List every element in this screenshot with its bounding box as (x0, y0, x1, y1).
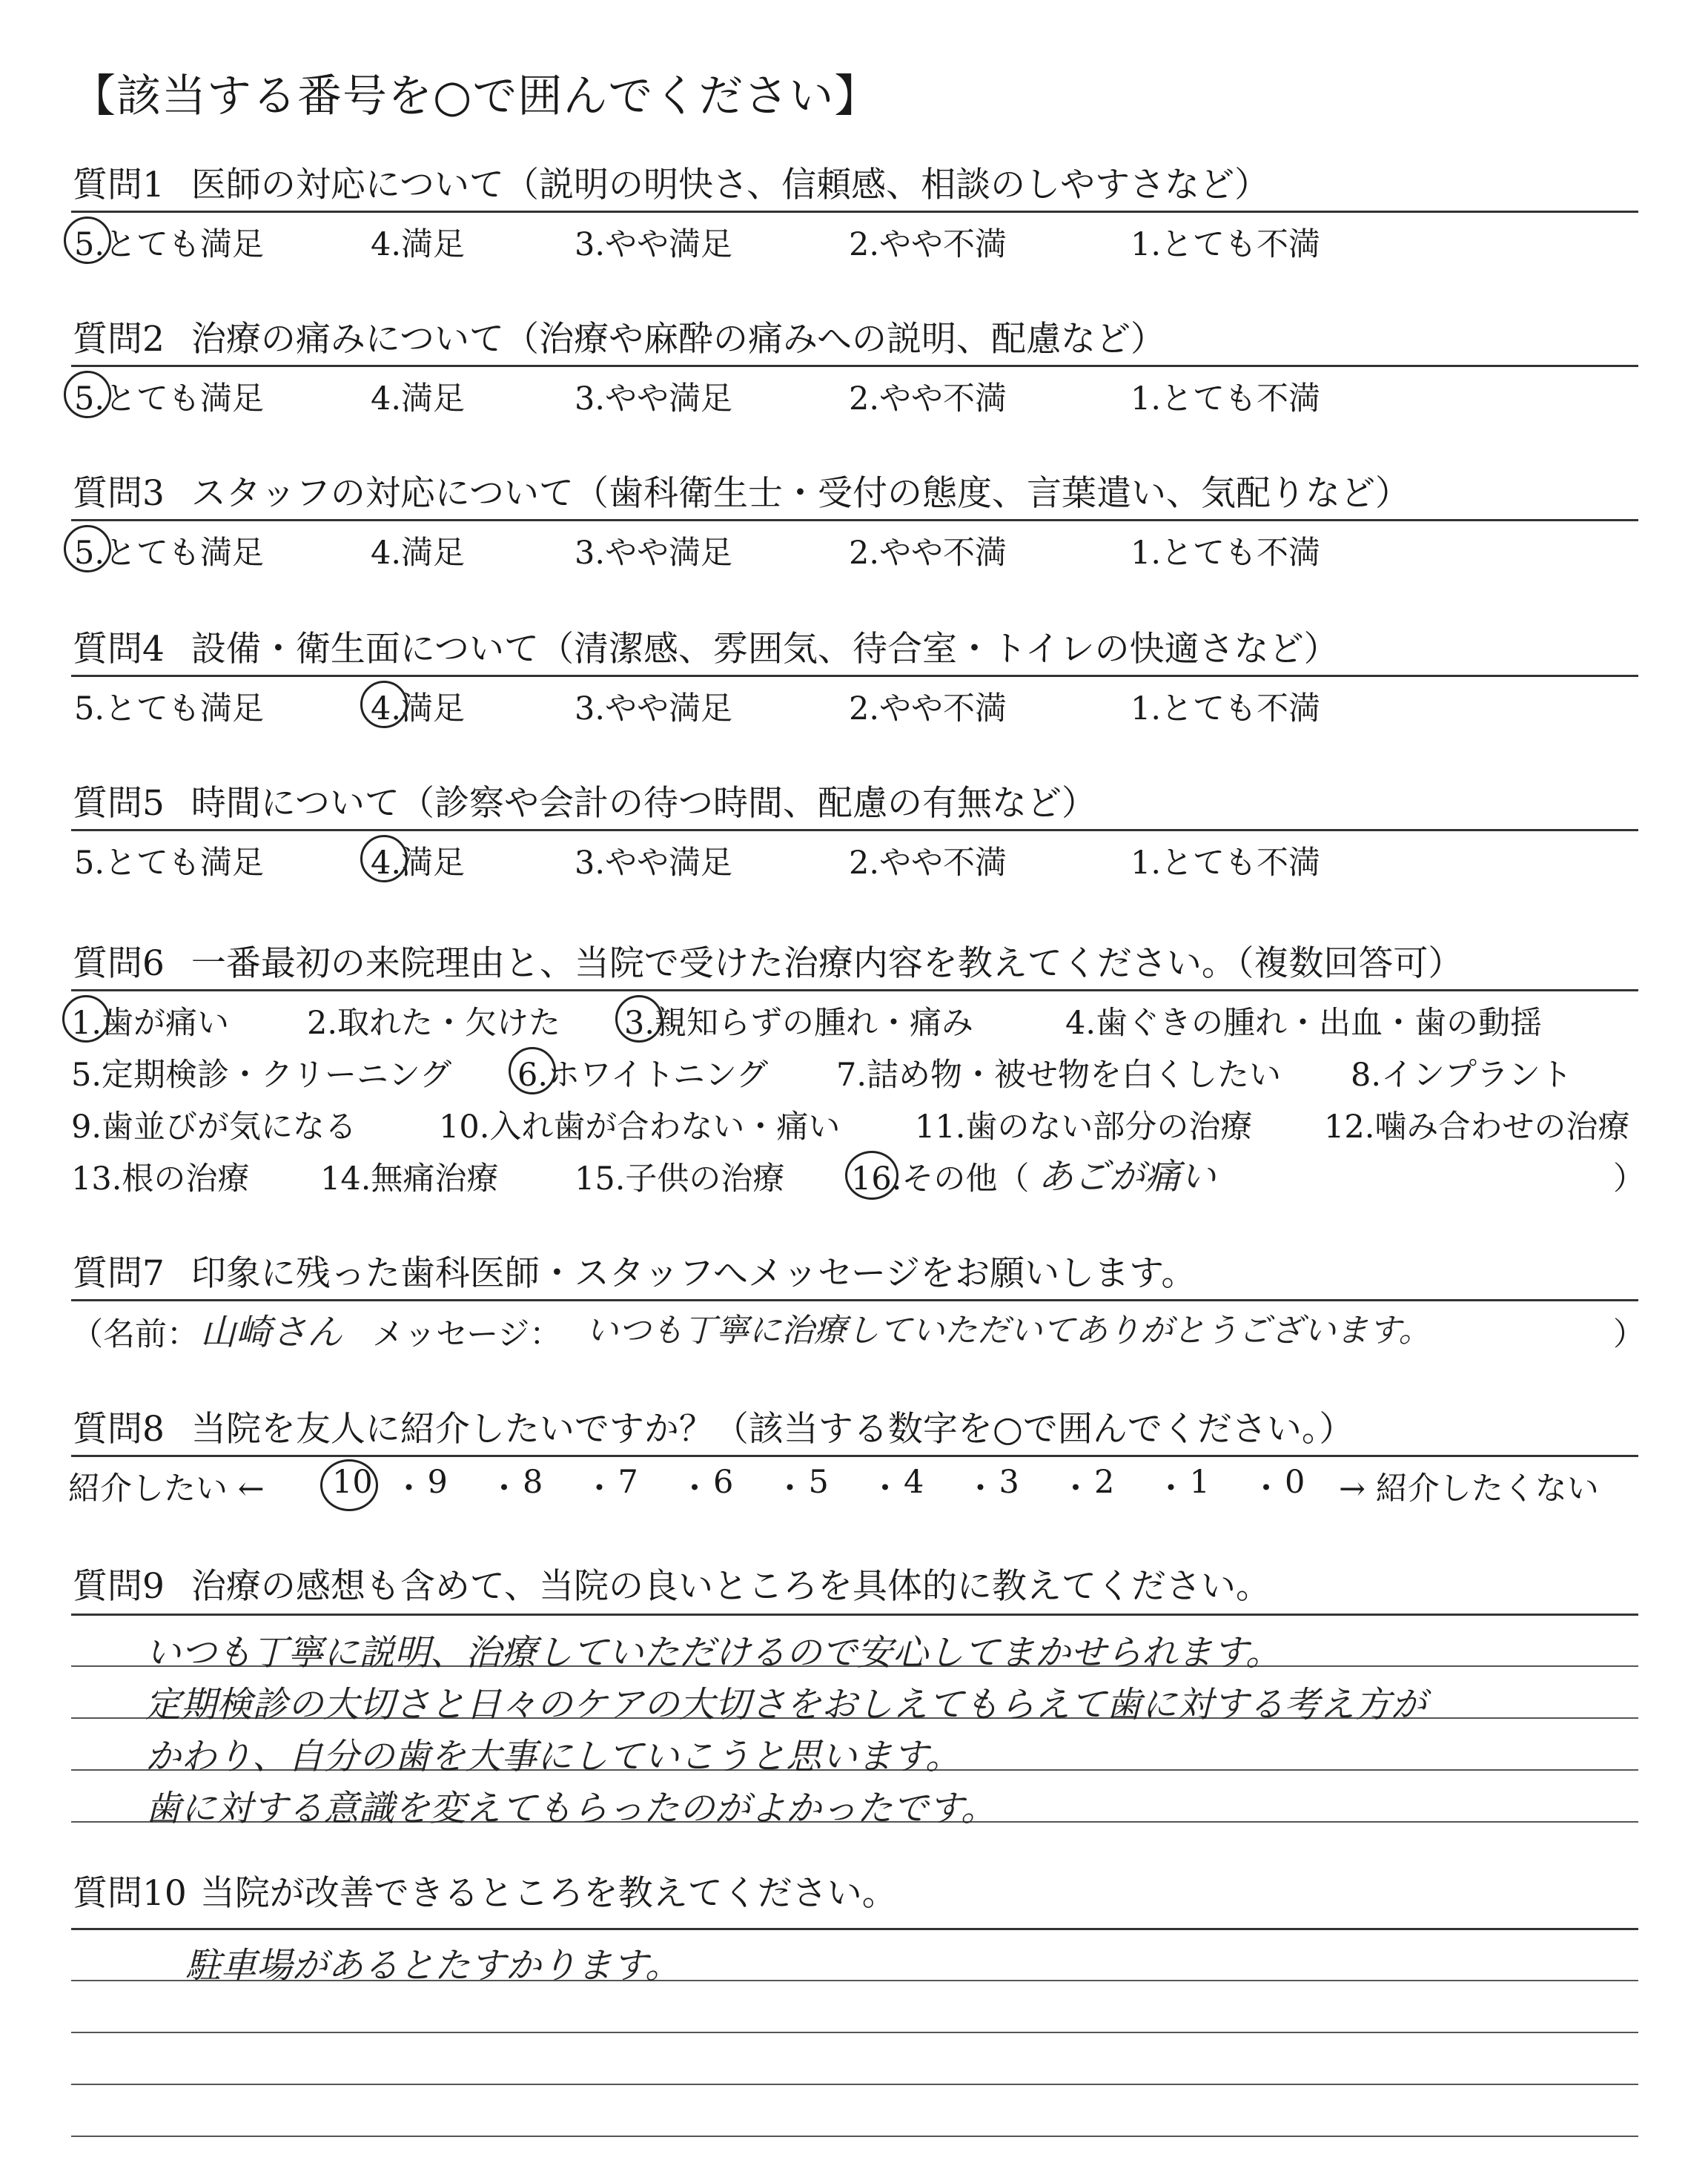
q6-option-15[interactable]: 15.子供の治療 (575, 1160, 785, 1198)
q4-rule (71, 675, 1638, 677)
q8-scale-7[interactable]: 7 (618, 1464, 638, 1501)
q2-text: 治療の痛みについて（治療や麻酔の痛みへの説明、配慮など） (191, 319, 1166, 360)
q3-option-4[interactable]: 4.満足 (371, 535, 466, 572)
q8-scale-separator: ・ (964, 1470, 996, 1507)
q4-option-1[interactable]: 1.とても不満 (1131, 690, 1321, 727)
q8-scale-8[interactable]: 8 (523, 1464, 543, 1501)
q8-scale-6[interactable]: 6 (713, 1464, 734, 1501)
q5-selected-circle (360, 835, 408, 882)
q6-option-4[interactable]: 4.歯ぐきの腫れ・出血・歯の動揺 (1065, 1005, 1543, 1042)
q8-scale-separator: ・ (488, 1470, 520, 1507)
q10-text: 当院が改善できるところを教えてください。 (199, 1873, 897, 1914)
q9-answer-line-2[interactable]: 定期検診の大切さと日々のケアの大切さをおしえてもらえて歯に対する考え方が (145, 1684, 1427, 1725)
q7-rule (71, 1299, 1638, 1301)
q8-scale-9[interactable]: 9 (427, 1464, 448, 1501)
q8-scale-separator: ・ (869, 1470, 901, 1507)
q7-name-value[interactable]: 山崎さん (200, 1312, 343, 1353)
q3-label: 質問3 (73, 473, 165, 514)
q8-scale-3[interactable]: 3 (999, 1464, 1019, 1501)
q8-scale-separator: ・ (583, 1470, 615, 1507)
q4-heading (73, 621, 1339, 671)
q3-option-3[interactable]: 3.やや満足 (575, 535, 733, 572)
q4-text: 設備・衛生面について（清潔感、雰囲気、待合室・トイレの快適さなど） (191, 629, 1339, 670)
q8-label: 質問8 (73, 1409, 165, 1450)
q8-scale-4[interactable]: 4 (904, 1464, 924, 1501)
q7-close-paren: ） (1613, 1316, 1645, 1353)
q8-scale-5[interactable]: 5 (808, 1464, 829, 1501)
q4-option-5[interactable]: 5.とても満足 (74, 690, 265, 727)
q6-option-12[interactable]: 12.噛み合わせの治療 (1324, 1109, 1630, 1146)
q8-text: 当院を友人に紹介したいですか？（該当する数字を○で囲んでください。） (191, 1409, 1354, 1450)
q9-label: 質問9 (73, 1566, 165, 1607)
q8-scale-0[interactable]: 0 (1285, 1464, 1305, 1501)
q6-option-5[interactable]: 5.定期検診・クリーニング (71, 1057, 452, 1094)
q5-option-1[interactable]: 1.とても不満 (1131, 845, 1321, 882)
q4-selected-circle (360, 681, 408, 728)
q6-option-1[interactable]: 1.歯が痛い (71, 1005, 230, 1042)
q7-heading (73, 1246, 1196, 1295)
q5-option-5[interactable]: 5.とても満足 (74, 845, 265, 882)
q3-option-2[interactable]: 2.やや不満 (849, 535, 1007, 572)
q6-option-13[interactable]: 13.根の治療 (71, 1160, 250, 1198)
q1-selected-circle (64, 217, 111, 264)
q10-answer-line (71, 2032, 1638, 2033)
q2-option-2[interactable]: 2.やや不満 (849, 380, 1007, 417)
q2-option-1[interactable]: 1.とても不満 (1131, 380, 1321, 417)
q10-heading (73, 1866, 897, 1915)
q8-right-label: → 紹介したくない (1339, 1470, 1599, 1507)
q3-option-1[interactable]: 1.とても不満 (1131, 535, 1321, 572)
q2-option-5[interactable]: 5.とても満足 (74, 380, 265, 417)
q6-selected-circle-6 (509, 1047, 556, 1094)
q7-message-value[interactable]: いつも丁寧に治療していただいてありがとうございます。 (586, 1312, 1431, 1350)
q8-scale-separator: ・ (1250, 1470, 1282, 1507)
q9-answer-line-3[interactable]: かわり、自分の歯を大事にしていこうと思います。 (145, 1736, 961, 1777)
q8-left-label: 紹介したい ← (68, 1470, 265, 1507)
q6-option-2[interactable]: 2.取れた・欠けた (307, 1005, 561, 1042)
q1-option-3[interactable]: 3.やや満足 (575, 226, 733, 263)
q9-rule (71, 1614, 1638, 1616)
q3-selected-circle (64, 525, 111, 572)
q1-option-2[interactable]: 2.やや不満 (849, 226, 1007, 263)
q9-answer-line-1[interactable]: いつも丁寧に説明、治療していただけるので安心してまかせられます。 (145, 1632, 1282, 1674)
q7-text: 印象に残った歯科医師・スタッフへメッセージをお願いします。 (191, 1253, 1196, 1294)
q6-label: 質問6 (73, 943, 165, 984)
page-title: 【該当する番号を○で囲んでください】 (71, 70, 880, 122)
q9-heading (73, 1559, 1271, 1608)
q1-label: 質問1 (73, 165, 165, 205)
q6-selected-circle-1 (62, 995, 110, 1043)
q1-heading (73, 157, 1269, 207)
q8-scale-separator: ・ (1155, 1470, 1187, 1507)
q6-text: 一番最初の来院理由と、当院で受けた治療内容を教えてください。（複数回答可） (191, 943, 1463, 984)
q9-text: 治療の感想も含めて、当院の良いところを具体的に教えてください。 (191, 1566, 1271, 1607)
q5-heading (73, 776, 1096, 825)
q1-option-4[interactable]: 4.満足 (371, 226, 466, 263)
q10-rule (71, 1928, 1638, 1930)
q8-scale-10[interactable]: 10 (332, 1464, 373, 1501)
q1-text: 医師の対応について（説明の明快さ、信頼感、相談のしやすさなど） (191, 165, 1270, 205)
q4-label: 質問4 (73, 629, 165, 670)
q8-scale-2[interactable]: 2 (1094, 1464, 1115, 1501)
q5-rule (71, 829, 1638, 831)
q6-option-16[interactable]: 16.その他（ (851, 1160, 1030, 1198)
q5-label: 質問5 (73, 783, 165, 824)
q1-option-5[interactable]: 5.とても満足 (74, 226, 265, 263)
q8-scale-separator: ・ (393, 1470, 425, 1507)
q6-option-14[interactable]: 14.無痛治療 (320, 1160, 499, 1198)
q8-scale-separator: ・ (678, 1470, 711, 1507)
q4-option-2[interactable]: 2.やや不満 (849, 690, 1007, 727)
q6-option-11[interactable]: 11.歯のない部分の治療 (915, 1109, 1253, 1146)
q6-option-9[interactable]: 9.歯並びが気になる (71, 1109, 357, 1146)
q7-name-label: （名前： (71, 1316, 199, 1353)
q3-text: スタッフの対応について（歯科衛生士・受付の態度、言葉遣い、気配りなど） (191, 473, 1410, 514)
q3-heading (73, 466, 1410, 515)
q2-option-4[interactable]: 4.満足 (371, 380, 466, 417)
q8-scale-1[interactable]: 1 (1189, 1464, 1210, 1501)
q6-rule (71, 989, 1638, 991)
q6-heading (73, 936, 1463, 985)
q8-rule (71, 1455, 1638, 1457)
q1-option-1[interactable]: 1.とても不満 (1131, 226, 1321, 263)
q6-selected-circle-3 (615, 995, 663, 1043)
q10-answer-line (71, 2084, 1638, 2085)
q6-option-3[interactable]: 3.親知らずの腫れ・痛み (624, 1005, 974, 1042)
q8-heading (73, 1401, 1354, 1451)
q6-other-answer[interactable]: あごが痛い (1038, 1156, 1217, 1198)
q2-rule (71, 365, 1638, 367)
q7-label: 質問7 (73, 1253, 165, 1294)
q8-scale-separator: ・ (774, 1470, 806, 1507)
q10-answer-line-1[interactable]: 駐車場があるとたすかります。 (185, 1945, 681, 1986)
q3-rule (71, 519, 1638, 521)
q6-option-8[interactable]: 8.インプラント (1351, 1057, 1573, 1094)
q7-message-label: メッセージ： (372, 1316, 562, 1353)
q2-selected-circle (64, 371, 111, 418)
q4-option-4[interactable]: 4.満足 (371, 690, 466, 727)
q8-selected-circle (320, 1459, 378, 1511)
q8-scale-separator: ・ (1059, 1470, 1092, 1507)
q2-option-3[interactable]: 3.やや満足 (575, 380, 733, 417)
q9-answer-line-4[interactable]: 歯に対する意識を変えてもらったのがよかったです。 (145, 1788, 997, 1829)
q6-option-10[interactable]: 10.入れ歯が合わない・痛い (439, 1109, 841, 1146)
q6-selected-circle-16 (845, 1151, 898, 1200)
q10-label: 質問10 (73, 1873, 187, 1914)
q5-option-4[interactable]: 4.満足 (371, 845, 466, 882)
q5-option-3[interactable]: 3.やや満足 (575, 845, 733, 882)
q1-rule (71, 211, 1638, 213)
q6-option-6[interactable]: 6.ホワイトニング (517, 1057, 769, 1094)
q3-option-5[interactable]: 5.とても満足 (74, 535, 265, 572)
q6-close-paren: ） (1613, 1160, 1645, 1198)
q2-heading (73, 311, 1165, 361)
q5-text: 時間について（診察や会計の待つ時間、配慮の有無など） (191, 783, 1096, 824)
q2-label: 質問2 (73, 319, 165, 360)
q6-option-7[interactable]: 7.詰め物・被せ物を白くしたい (836, 1057, 1282, 1094)
q5-option-2[interactable]: 2.やや不満 (849, 845, 1007, 882)
q4-option-3[interactable]: 3.やや満足 (575, 690, 733, 727)
q10-answer-line (71, 2136, 1638, 2137)
